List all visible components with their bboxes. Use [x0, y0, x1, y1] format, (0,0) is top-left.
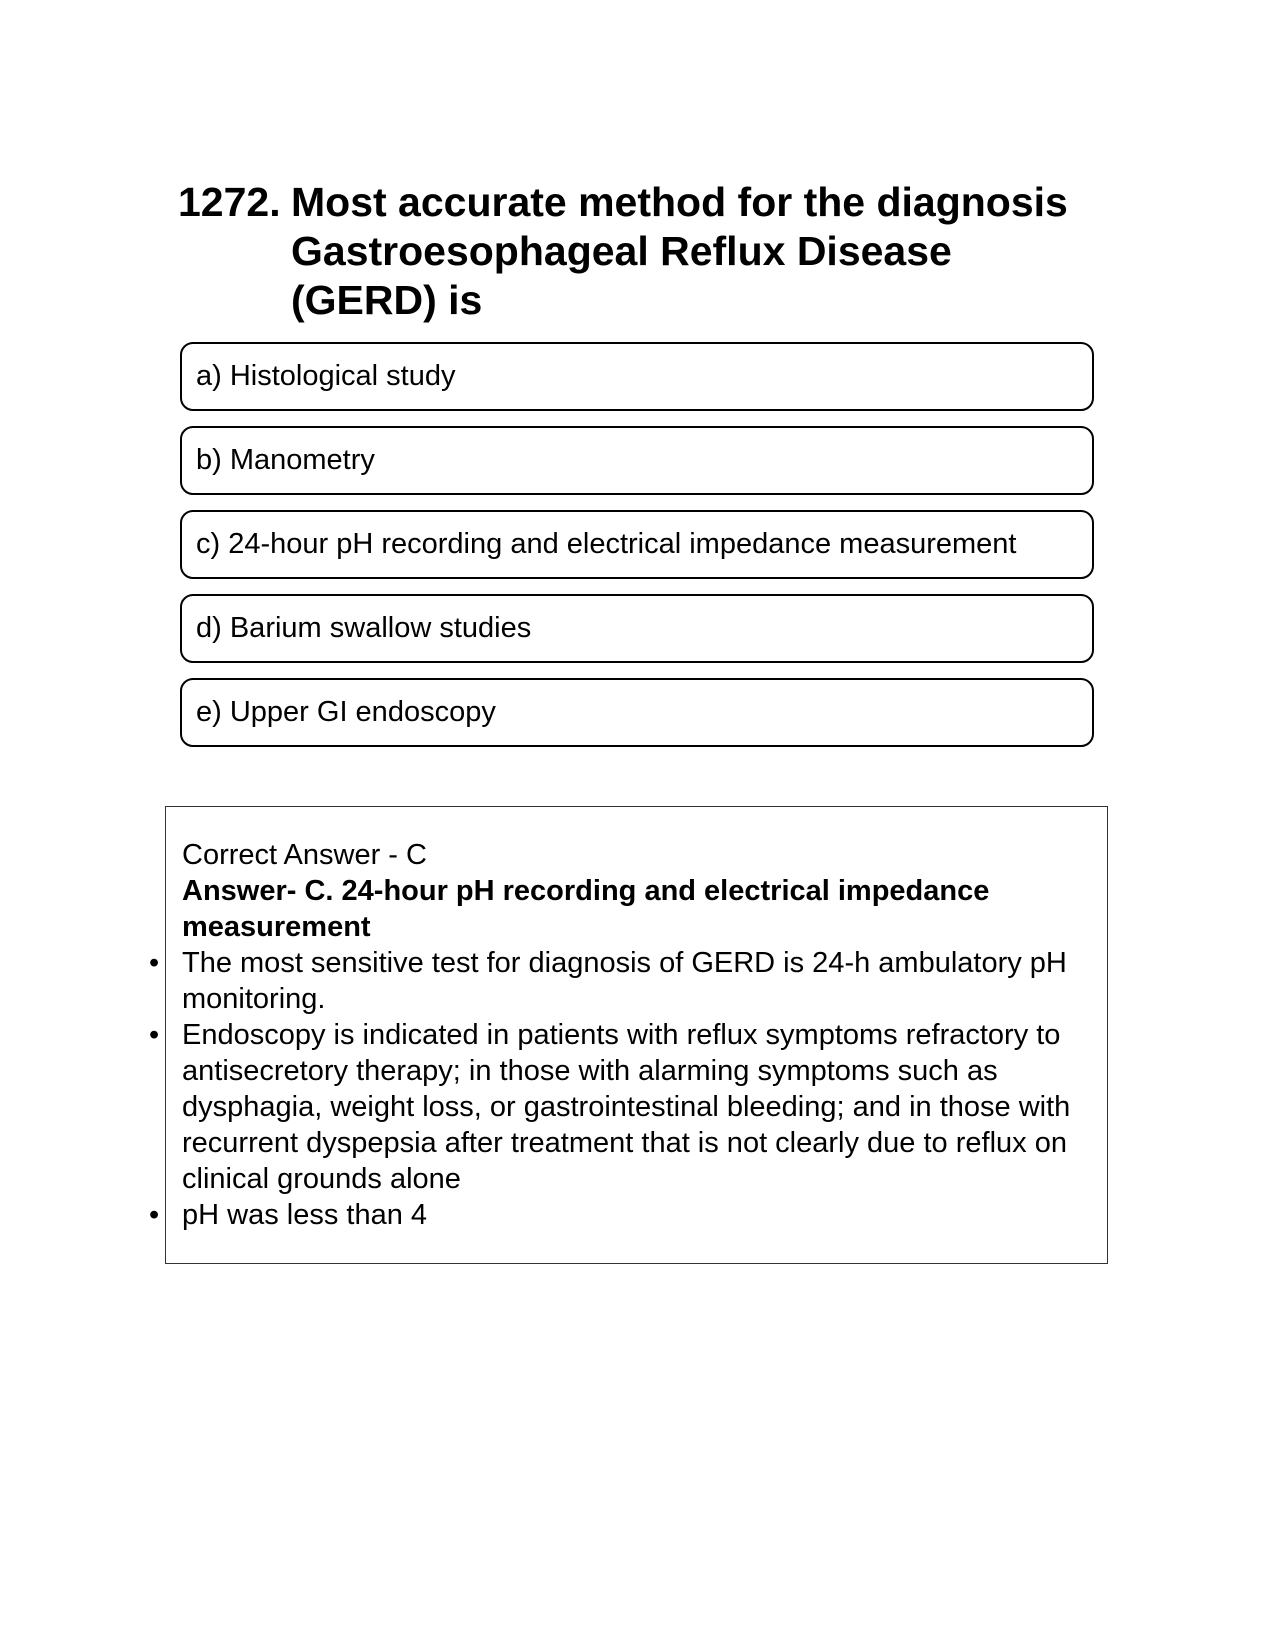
question-number: 1272. — [178, 179, 281, 225]
option-d[interactable]: d) Barium swallow studies — [180, 594, 1094, 663]
bullet-text: Endoscopy is indicated in patients with reflux symptoms refractory to antisecretory therapy; in those with alarming symptoms such as dysphagia, weight loss, or gastrointestinal bleeding; and in those with recurrent dyspepsia after treatment that is not clearly due to reflux on clinical grounds alone — [182, 1019, 1071, 1195]
answer-explanation — [149, 837, 1092, 1233]
option-a[interactable]: a) Histological study — [180, 342, 1094, 411]
question-text: Most accurate method for the diagnosis Gastroesophageal Reflux Disease (GERD) is — [291, 179, 1068, 323]
options-list — [180, 342, 1094, 762]
bullet-item — [149, 1017, 1092, 1197]
bullet-icon: • — [149, 1199, 160, 1231]
bullet-text: pH was less than 4 — [182, 1199, 428, 1231]
bullet-icon: • — [149, 1019, 160, 1051]
bullet-item — [149, 945, 1092, 1017]
option-e[interactable]: e) Upper GI endoscopy — [180, 678, 1094, 747]
answer-title: Answer- C. 24-hour pH recording and electrical impedance measurement — [182, 875, 990, 943]
option-c[interactable]: c) 24-hour pH recording and electrical impedance measurement — [180, 510, 1094, 579]
option-b[interactable]: b) Manometry — [180, 426, 1094, 495]
bullet-text: The most sensitive test for diagnosis of GERD is 24-h ambulatory pH monitoring. — [182, 947, 1067, 1015]
bullet-icon: • — [149, 947, 160, 979]
question-heading — [178, 178, 1098, 325]
bullet-item — [149, 1197, 1092, 1233]
correct-answer-line: Correct Answer - C — [182, 839, 427, 871]
explanation-bullets — [149, 945, 1092, 1233]
